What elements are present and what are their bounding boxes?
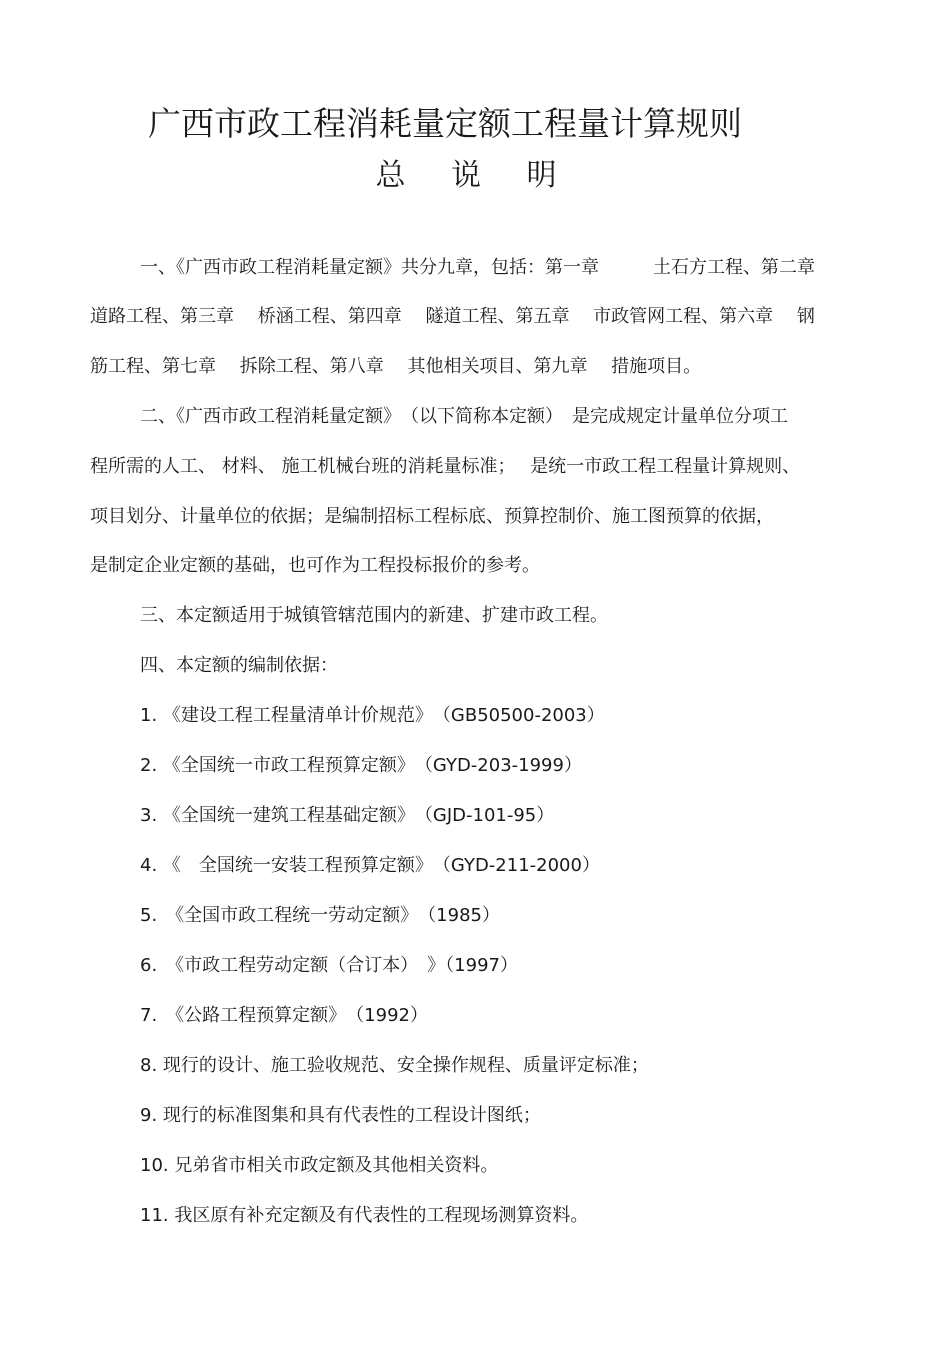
list-item: 9. 现行的标准图集和具有代表性的工程设计图纸；: [140, 1105, 541, 1126]
para-4: 四、本定额的编制依据：: [140, 655, 338, 676]
list-item: 3. 《全国统一建筑工程基础定额》 （GJD-101-95）: [140, 805, 555, 826]
para-1-line-3: 筋工程、第七章 拆除工程、第八章 其他相关项目、第九章 措施项目。: [90, 356, 702, 377]
list-item: 11. 我区原有补充定额及有代表性的工程现场测算资料。: [140, 1205, 589, 1226]
para-1-line-1: 一、《广西市政工程消耗量定额》共分九章，包括：第一章 土石方工程、第二章: [140, 257, 815, 278]
list-item: 2. 《全国统一市政工程预算定额》 （GYD-203-1999）: [140, 755, 582, 776]
para-2-line-1: 二、《广西市政工程消耗量定额》 （以下简称本定额） 是完成规定计量单位分项工: [140, 406, 788, 427]
para-2-line-3: 项目划分、计量单位的依据；是编制招标工程标底、预算控制价、施工图预算的依据，: [90, 506, 774, 527]
para-3: 三、本定额适用于城镇管辖范围内的新建、扩建市政工程。: [140, 605, 608, 626]
list-item: 7. 《公路工程预算定额》 （1992）: [140, 1005, 428, 1026]
page-subtitle: 总 说 明: [375, 158, 575, 193]
para-2-line-4: 是制定企业定额的基础，也可作为工程投标报价的参考。: [90, 555, 540, 576]
list-item: 8. 现行的设计、施工验收规范、安全操作规程、质量评定标准；: [140, 1055, 649, 1076]
list-item: 10. 兄弟省市相关市政定额及其他相关资料。: [140, 1155, 499, 1176]
para-2-line-2: 程所需的人工、 材料、 施工机械台班的消耗量标准； 是统一市政工程工程量计算规则、: [90, 456, 801, 477]
para-1-line-2: 道路工程、第三章 桥涵工程、第四章 隧道工程、第五章 市政管网工程、第六章 钢: [90, 306, 815, 327]
list-item: 5. 《全国市政工程统一劳动定额》 （1985）: [140, 905, 500, 926]
list-item: 6. 《市政工程劳动定额（合订本） 》（1997）: [140, 955, 518, 976]
list-item: 4. 《 全国统一安装工程预算定额》 （GYD-211-2000）: [140, 855, 600, 876]
page-title: 广西市政工程消耗量定额工程量计算规则: [148, 104, 742, 143]
list-item: 1. 《建设工程工程量清单计价规范》 （GB50500-2003）: [140, 705, 605, 726]
